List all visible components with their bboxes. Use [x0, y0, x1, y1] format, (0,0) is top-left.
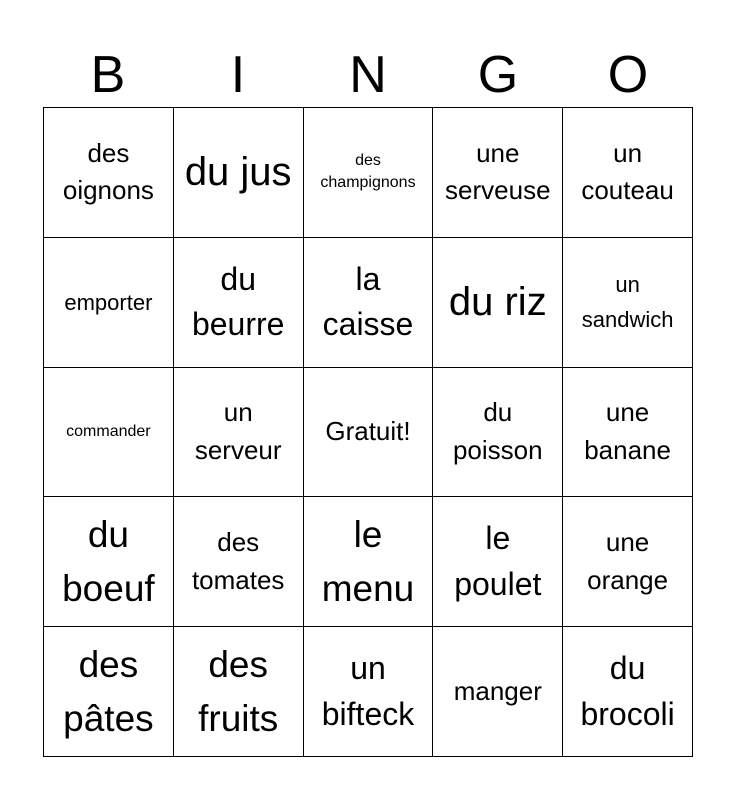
- cell-label: des champignons: [320, 152, 416, 192]
- bingo-cell[interactable]: [563, 238, 693, 368]
- bingo-cell[interactable]: [304, 627, 434, 757]
- bingo-cell[interactable]: [304, 108, 434, 238]
- cell-label: manger: [453, 675, 542, 706]
- header-letter-b: B: [90, 46, 126, 104]
- bingo-cell[interactable]: [563, 627, 693, 757]
- header-letter-o: O: [607, 46, 649, 104]
- cell-label: des pâtes: [63, 643, 154, 739]
- cell-label: un sandwich: [581, 272, 674, 333]
- bingo-cell[interactable]: [304, 238, 434, 368]
- bingo-cell[interactable]: [44, 108, 174, 238]
- cell-label: la caisse: [322, 260, 414, 343]
- cell-label: du beurre: [191, 260, 285, 343]
- cell-label: des oignons: [62, 137, 154, 206]
- cell-label: le poulet: [454, 520, 542, 602]
- header-letter-g: G: [477, 46, 519, 104]
- cell-label: du brocoli: [580, 650, 675, 732]
- bingo-cell[interactable]: [174, 238, 304, 368]
- bingo-cell[interactable]: [174, 627, 304, 757]
- cell-label: du boeuf: [62, 514, 155, 609]
- bingo-cell[interactable]: [304, 497, 434, 627]
- header-letter-n: N: [349, 46, 387, 104]
- cell-label: des fruits: [198, 643, 279, 739]
- bingo-cell[interactable]: [563, 108, 693, 238]
- bingo-cell[interactable]: [563, 368, 693, 498]
- bingo-cell[interactable]: [433, 368, 563, 498]
- bingo-cell[interactable]: [174, 368, 304, 498]
- bingo-cell[interactable]: [44, 238, 174, 368]
- bingo-cell[interactable]: [433, 238, 563, 368]
- cell-label: une orange: [587, 527, 669, 595]
- bingo-cell[interactable]: [174, 108, 304, 238]
- cell-label: un couteau: [581, 137, 674, 206]
- cell-label: un serveur: [194, 397, 282, 465]
- bingo-cell[interactable]: [44, 368, 174, 498]
- bingo-cell[interactable]: [433, 108, 563, 238]
- cell-label: une serveuse: [445, 137, 551, 206]
- cell-label: emporter: [64, 289, 153, 315]
- bingo-cell[interactable]: [563, 497, 693, 627]
- bingo-header: [43, 44, 693, 106]
- bingo-cell[interactable]: [44, 627, 174, 757]
- cell-label: Gratuit!: [325, 416, 411, 447]
- cell-label: des tomates: [191, 527, 285, 595]
- cell-label: du poisson: [452, 397, 543, 465]
- bingo-cell[interactable]: [433, 497, 563, 627]
- bingo-cell[interactable]: [44, 497, 174, 627]
- bingo-cell[interactable]: [174, 497, 304, 627]
- cell-label: commander: [66, 422, 151, 440]
- cell-label: du jus: [184, 150, 292, 195]
- cell-label: du riz: [448, 280, 547, 325]
- header-letter-i: I: [230, 46, 246, 104]
- cell-label: le menu: [321, 514, 415, 609]
- cell-label: un bifteck: [321, 650, 415, 732]
- cell-label: une banane: [584, 397, 671, 465]
- free-space-cell[interactable]: [304, 368, 434, 498]
- bingo-cell[interactable]: [433, 627, 563, 757]
- bingo-card-grid: [43, 107, 693, 757]
